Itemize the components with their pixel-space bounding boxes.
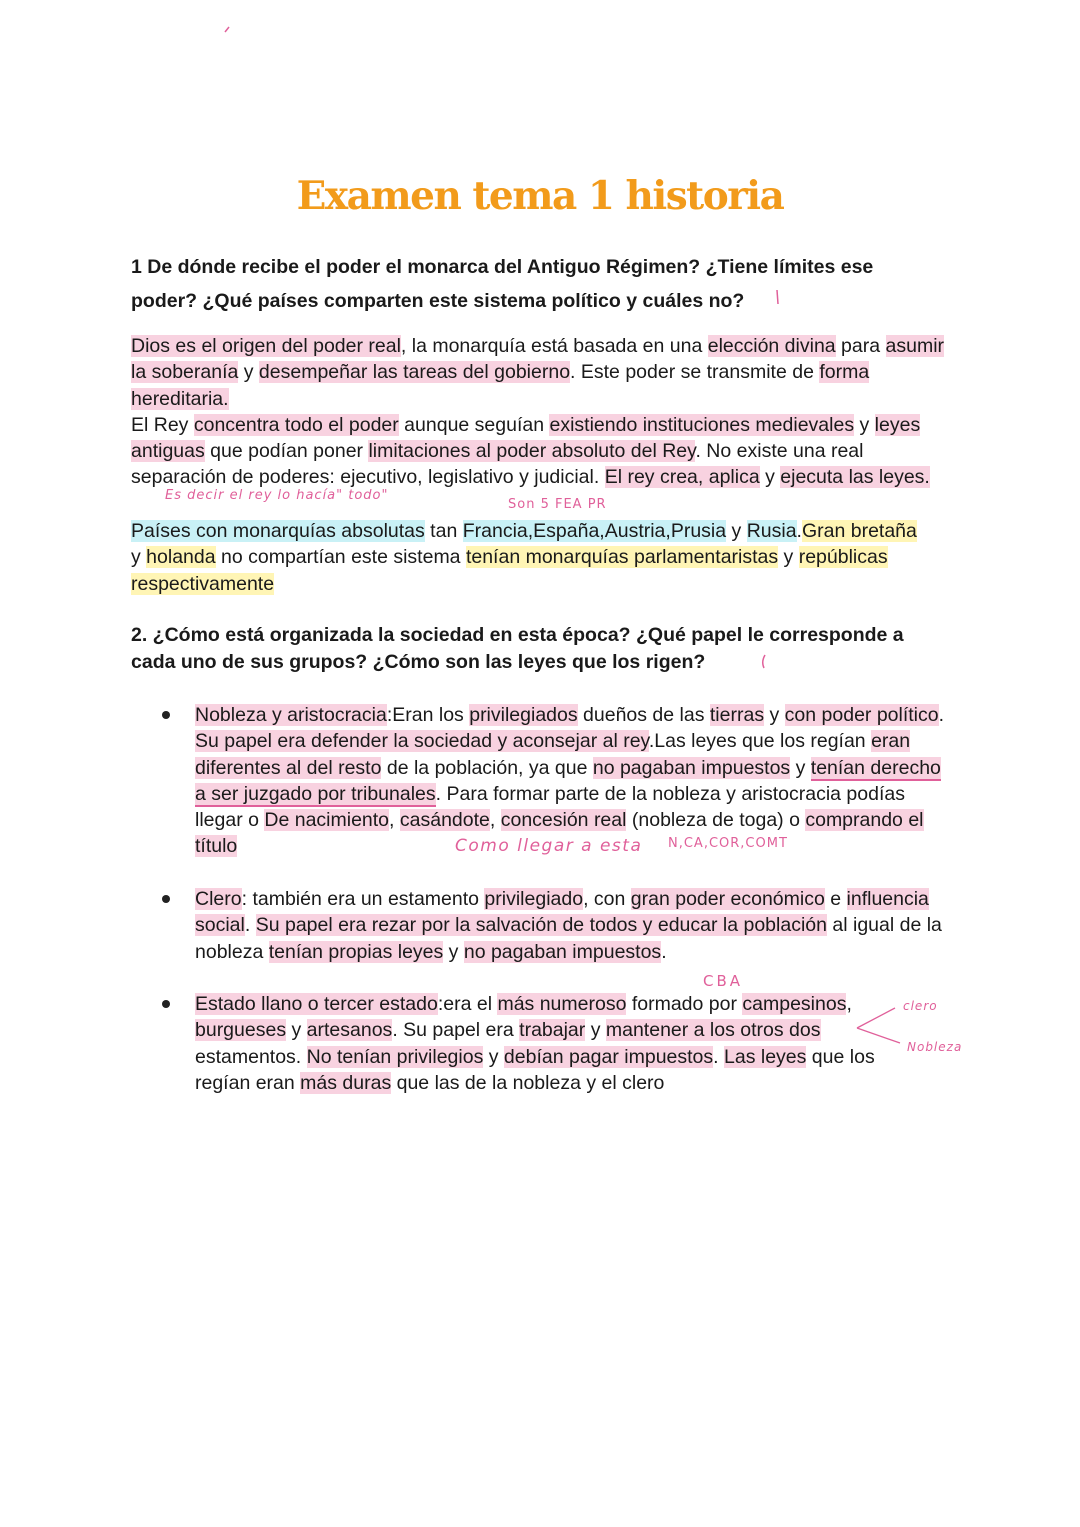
text: aunque seguían [398, 413, 550, 436]
text: , [846, 993, 852, 1015]
highlight: Países con monarquías absolutas [131, 520, 425, 542]
text: . [796, 520, 802, 542]
highlight: existiendo instituciones medievales [549, 413, 855, 436]
text: que los regían eran [195, 1045, 875, 1094]
text: al igual de la nobleza [195, 914, 942, 963]
highlight: Las leyes [724, 1045, 807, 1068]
highlight: más duras [300, 1071, 392, 1094]
text: .Las leyes que los regían [648, 730, 872, 753]
bullet-icon [162, 1000, 170, 1008]
text: dueños de las [577, 704, 710, 726]
handwritten-note: Es decir el rey lo hacía" todo" [165, 488, 389, 503]
handwritten-note: clero [903, 999, 938, 1013]
text: y [443, 940, 464, 963]
text: . Su papel era [392, 1019, 520, 1042]
highlight: ejecuta las leyes. [780, 466, 930, 489]
text: e [824, 888, 847, 910]
text: y [790, 756, 811, 779]
text: :Eran los [386, 704, 470, 726]
text: El Rey [131, 413, 194, 436]
highlight: tenían derecho a ser juzgado por tribunales [195, 756, 941, 805]
question-1-line-2: poder? ¿Qué países comparten este sistema político y cuáles no? [131, 290, 745, 312]
text: tan [424, 520, 463, 542]
highlight: privilegiados [469, 704, 578, 726]
text: , [389, 809, 400, 832]
highlight: forma hereditaria. [131, 361, 870, 410]
highlight: gran poder económico [630, 888, 825, 910]
text: y [238, 361, 259, 384]
handwritten-note: Como llegar a esta [455, 836, 643, 856]
handwritten-note: Nobleza [907, 1040, 963, 1054]
text: y [286, 1019, 307, 1042]
highlight: más numeroso [497, 993, 627, 1015]
text: para [835, 335, 886, 357]
highlight: De nacimiento [264, 809, 390, 832]
text: de la población, ya que [381, 756, 593, 779]
handwritten-note: CBA [703, 972, 744, 990]
highlight: holanda [146, 546, 216, 569]
question-1-line-1: 1 De dónde recibe el poder el monarca del Antiguo Régimen? ¿Tiene límites ese [131, 256, 874, 278]
text: y [759, 466, 781, 489]
text: y [585, 1019, 606, 1042]
page-title: Examen tema 1 historia [296, 173, 784, 219]
highlight: casándote [399, 809, 490, 832]
highlight: repúblicas respectivamente [131, 546, 888, 595]
text: estamentos. [195, 1045, 307, 1068]
text: que podían poner [204, 440, 369, 463]
highlight: mantener a los otros dos [605, 1019, 821, 1042]
highlight: elección divina [707, 335, 836, 357]
highlight: influencia social [195, 888, 929, 937]
bullet-icon [162, 711, 170, 719]
highlight: tenían monarquías parlamentaristas [465, 546, 779, 569]
text: (nobleza de toga) o [626, 809, 806, 832]
highlight: desempeñar las tareas del gobierno [258, 361, 571, 384]
text: y [778, 546, 799, 569]
handwritten-note: Son 5 FEA PR [508, 497, 607, 512]
highlight: concesión real [500, 809, 627, 832]
highlight: Estado llano o tercer estado [195, 993, 438, 1015]
highlight: El rey crea, aplica [604, 466, 760, 489]
text: . [713, 1045, 724, 1068]
text: y [131, 546, 147, 569]
text: . [938, 704, 945, 726]
highlight: trabajar [519, 1019, 586, 1042]
highlight: Rusia [746, 520, 797, 542]
highlight: no pagaban impuestos [463, 940, 662, 963]
highlight: Dios es el origen del poder real [131, 335, 401, 357]
highlight: Su papel era rezar por la salvación de todos y educar la población [255, 914, 827, 937]
text: . [661, 940, 667, 963]
question-2-line-1: 2. ¿Cómo está organizada la sociedad en esta época? ¿Qué papel le corresponde a [131, 624, 904, 646]
handwritten-note: N,CA,COR,COMT [668, 836, 788, 851]
highlight: eran diferentes al del resto [195, 730, 911, 779]
text: :era el [437, 993, 498, 1015]
highlight: Nobleza y aristocracia [195, 704, 387, 726]
text: : también era un estamento [241, 888, 485, 910]
question-2-line-2: cada uno de sus grupos? ¿Cómo son las leyes que los rigen? [131, 651, 706, 673]
highlight: concentra todo el poder [193, 413, 399, 436]
highlight: tierras [709, 704, 765, 726]
text: formado por [626, 993, 743, 1015]
text: y [764, 704, 785, 726]
highlight: leyes antiguas [131, 413, 921, 463]
text: , la monarquía está basada en una [400, 335, 708, 357]
text: y [726, 520, 747, 542]
text: . Para formar parte de la nobleza y aristocracia podías llegar o [195, 782, 905, 832]
highlight: Su papel era defender la sociedad y aconsejar al rey [195, 730, 649, 753]
highlight: limitaciones al poder absoluto del Rey [368, 440, 696, 463]
list-item-estado-llano [195, 991, 875, 1096]
highlight: con poder político [784, 704, 939, 726]
highlight: debían pagar impuestos [503, 1045, 714, 1068]
highlight: no pagaban impuestos [592, 756, 791, 779]
text: . Este poder se transmite de [570, 361, 820, 384]
text: no compartían este sistema [215, 546, 466, 569]
highlight: Francia,España,Austria,Prusia [462, 520, 727, 542]
bullet-icon [162, 895, 170, 903]
highlight: privilegiado [484, 888, 584, 910]
answer-1-paragraph [131, 333, 961, 491]
highlight: comprando el título [195, 809, 924, 858]
highlight: campesinos [742, 993, 847, 1015]
text: que las de la nobleza y el clero [391, 1071, 665, 1094]
highlight: Clero [195, 888, 242, 910]
text: , [489, 809, 501, 832]
highlight: tenían propias leyes [268, 940, 444, 963]
text: , con [583, 888, 631, 910]
highlight: artesanos [306, 1019, 393, 1042]
text: y [483, 1045, 504, 1068]
text: y [854, 413, 875, 436]
highlight: No tenían privilegios [306, 1045, 484, 1068]
highlight: burgueses [195, 1019, 287, 1042]
list-item-clero [195, 886, 955, 965]
text: . No existe una real separación de poderes: ejecutivo, legislativo y judicial. [131, 440, 864, 489]
answer-1-countries-paragraph [131, 518, 961, 597]
highlight: asumir la soberanía [131, 335, 945, 384]
highlight: Gran bretaña [801, 520, 917, 542]
text: . [244, 914, 256, 937]
